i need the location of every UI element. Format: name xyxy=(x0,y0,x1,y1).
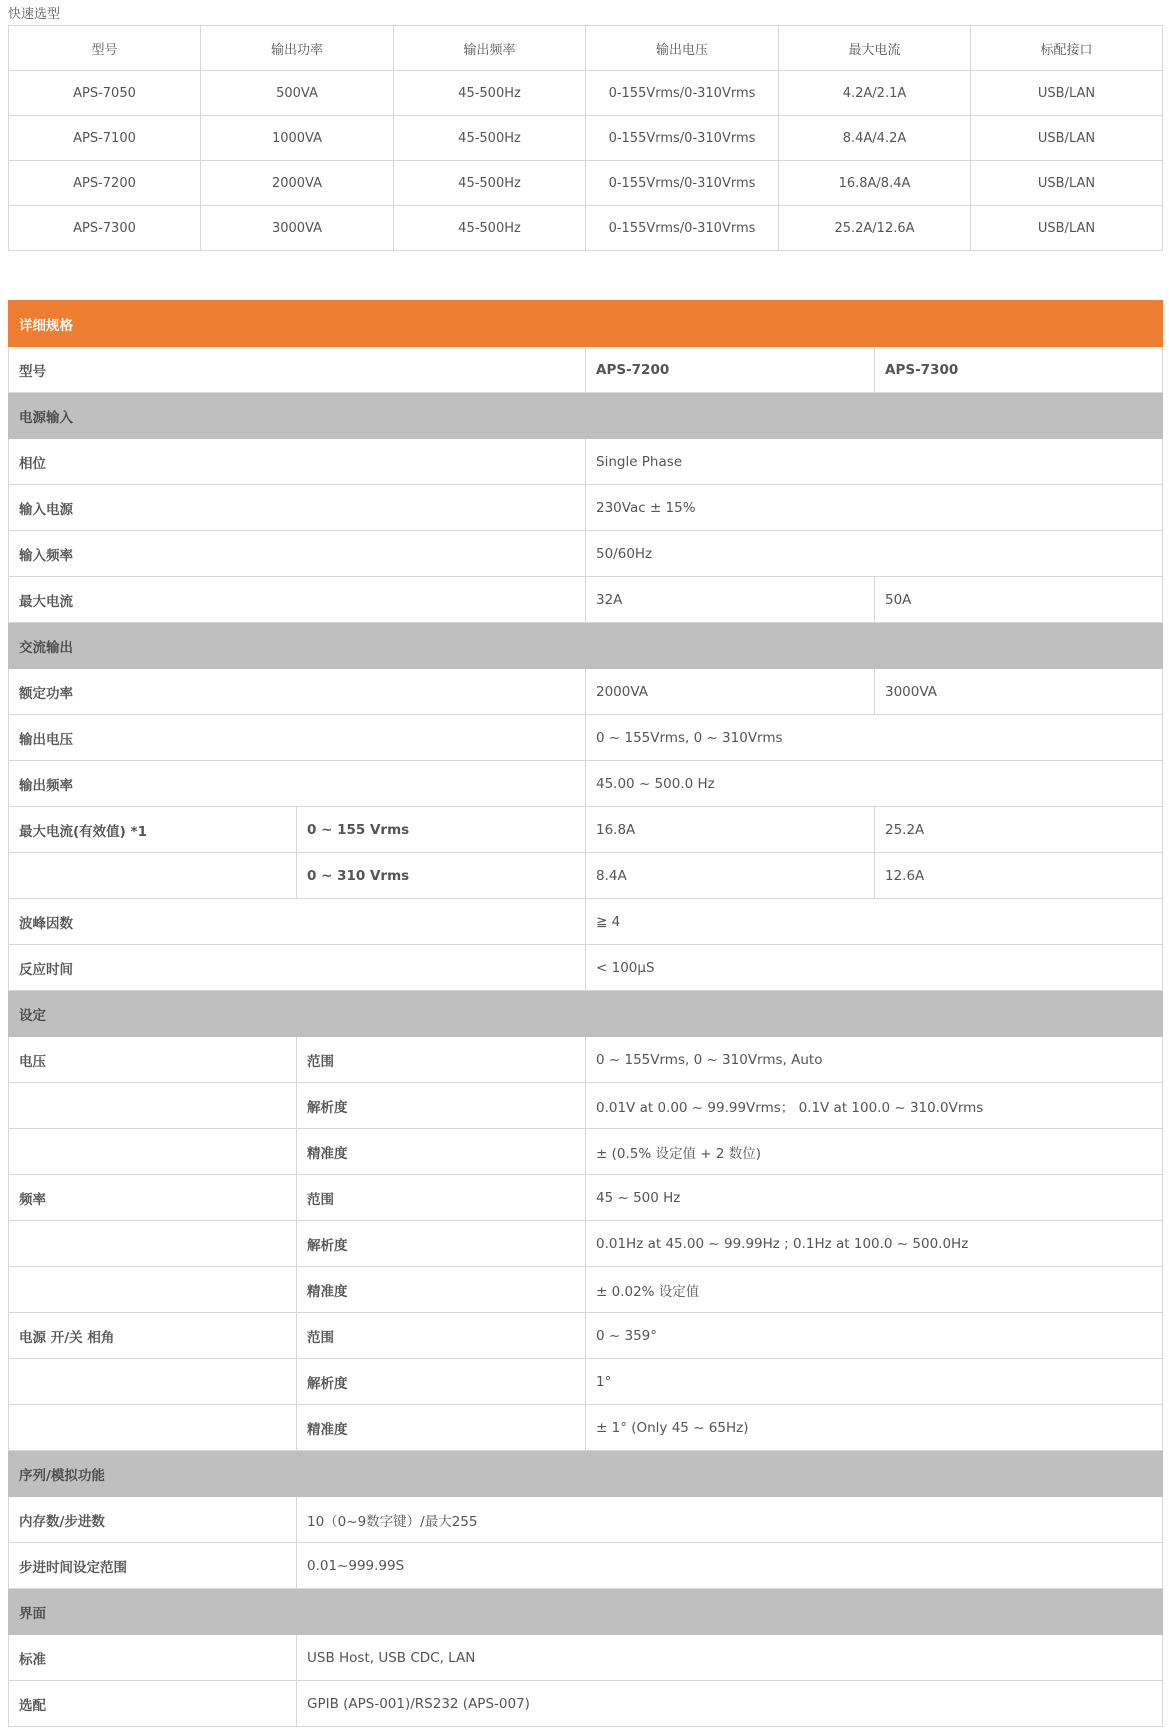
table-row xyxy=(9,531,1163,577)
row-sublabel: 范围 xyxy=(297,1037,586,1083)
row-sublabel: 精准度 xyxy=(297,1405,586,1451)
row-label: 选配 xyxy=(9,1681,297,1727)
table-cell: USB/LAN xyxy=(971,116,1163,161)
table-cell: 45-500Hz xyxy=(394,71,586,116)
settings-header: 设定 xyxy=(9,991,1163,1037)
row-label: 频率 xyxy=(9,1175,297,1221)
column-header: 型号 xyxy=(9,26,201,71)
row-value: 1° xyxy=(586,1359,1163,1405)
table-cell: 3000VA xyxy=(201,206,394,251)
table-row xyxy=(9,1175,1163,1221)
model-a: APS-7200 xyxy=(586,347,875,393)
row-value: ≧ 4 xyxy=(586,899,1163,945)
column-header: 输出功率 xyxy=(201,26,394,71)
row-value: ± (0.5% 设定值 + 2 数位) xyxy=(586,1129,1163,1175)
table-row xyxy=(9,899,1163,945)
row-value: 45.00 ~ 500.0 Hz xyxy=(586,761,1163,807)
row-value: 3000VA xyxy=(875,669,1163,715)
table-row xyxy=(9,1497,1163,1543)
empty-cell xyxy=(9,1359,297,1405)
table-cell: USB/LAN xyxy=(971,71,1163,116)
table-cell: 4.2A/2.1A xyxy=(779,71,971,116)
row-value: 8.4A xyxy=(586,853,875,899)
row-label: 输入频率 xyxy=(9,531,586,577)
row-value: ± 1° (Only 45 ~ 65Hz) xyxy=(586,1405,1163,1451)
empty-cell xyxy=(9,853,297,899)
row-value: 0.01~999.99S xyxy=(297,1543,1163,1589)
row-label: 标准 xyxy=(9,1635,297,1681)
row-sublabel: 解析度 xyxy=(297,1221,586,1267)
section-header xyxy=(9,623,1163,669)
row-sublabel: 精准度 xyxy=(297,1129,586,1175)
table-row xyxy=(9,1313,1163,1359)
table-cell: 45-500Hz xyxy=(394,116,586,161)
row-value: 25.2A xyxy=(875,807,1163,853)
row-value: 2000VA xyxy=(586,669,875,715)
row-label: 额定功率 xyxy=(9,669,586,715)
quick-selection-title: 快速选型 xyxy=(8,7,61,22)
table-row xyxy=(9,1221,1163,1267)
row-label: 步进时间设定范围 xyxy=(9,1543,297,1589)
spec-title: 详细规格 xyxy=(9,301,1163,347)
row-sublabel: 0 ~ 310 Vrms xyxy=(297,853,586,899)
row-label: 输出频率 xyxy=(9,761,586,807)
empty-cell xyxy=(9,1129,297,1175)
row-sublabel: 解析度 xyxy=(297,1359,586,1405)
table-row xyxy=(9,1681,1163,1727)
model-b: APS-7300 xyxy=(875,347,1163,393)
table-cell: 1000VA xyxy=(201,116,394,161)
table-cell: APS-7300 xyxy=(9,206,201,251)
table-cell: 0-155Vrms/0-310Vrms xyxy=(586,116,779,161)
row-label: 电源 开/关 相角 xyxy=(9,1313,297,1359)
row-label: 相位 xyxy=(9,439,586,485)
table-row xyxy=(9,853,1163,899)
interface-header: 界面 xyxy=(9,1589,1163,1635)
row-label: 最大电流 xyxy=(9,577,586,623)
row-label: 输出电压 xyxy=(9,715,586,761)
column-header: 输出频率 xyxy=(394,26,586,71)
row-value: 32A xyxy=(586,577,875,623)
table-cell: 8.4A/4.2A xyxy=(779,116,971,161)
table-row xyxy=(9,1405,1163,1451)
ac-output-header: 交流输出 xyxy=(9,623,1163,669)
table-cell: APS-7100 xyxy=(9,116,201,161)
table-row xyxy=(9,1635,1163,1681)
row-label: 输入电源 xyxy=(9,485,586,531)
model-row xyxy=(9,347,1163,393)
row-value: < 100μS xyxy=(586,945,1163,991)
empty-cell xyxy=(9,1221,297,1267)
table-row xyxy=(9,669,1163,715)
row-value: 0 ~ 359° xyxy=(586,1313,1163,1359)
empty-cell xyxy=(9,1267,297,1313)
row-label: 反应时间 xyxy=(9,945,586,991)
table-row xyxy=(9,161,1163,206)
model-label: 型号 xyxy=(9,347,586,393)
section-header xyxy=(9,991,1163,1037)
row-value: 0 ~ 155Vrms, 0 ~ 310Vrms, Auto xyxy=(586,1037,1163,1083)
row-sublabel: 范围 xyxy=(297,1313,586,1359)
row-value: Single Phase xyxy=(586,439,1163,485)
row-value: 45 ~ 500 Hz xyxy=(586,1175,1163,1221)
row-label: 电压 xyxy=(9,1037,297,1083)
row-label: 最大电流(有效值) *1 xyxy=(9,807,297,853)
row-value: ± 0.02% 设定值 xyxy=(586,1267,1163,1313)
row-value: 10（0~9数字键）/最大255 xyxy=(297,1497,1163,1543)
table-cell: 500VA xyxy=(201,71,394,116)
row-value: 12.6A xyxy=(875,853,1163,899)
table-row xyxy=(9,116,1163,161)
page xyxy=(8,6,1162,1714)
section-header xyxy=(9,1451,1163,1497)
section-header xyxy=(9,1589,1163,1635)
row-sublabel: 精准度 xyxy=(297,1267,586,1313)
row-sublabel: 范围 xyxy=(297,1175,586,1221)
empty-cell xyxy=(9,1405,297,1451)
table-row xyxy=(9,761,1163,807)
row-value: 0 ~ 155Vrms, 0 ~ 310Vrms xyxy=(586,715,1163,761)
table-cell: 0-155Vrms/0-310Vrms xyxy=(586,161,779,206)
row-label: 内存数/步进数 xyxy=(9,1497,297,1543)
column-header: 输出电压 xyxy=(586,26,779,71)
row-value: 50A xyxy=(875,577,1163,623)
table-cell: 16.8A/8.4A xyxy=(779,161,971,206)
section-header xyxy=(9,393,1163,439)
table-cell: USB/LAN xyxy=(971,206,1163,251)
table-row xyxy=(9,1129,1163,1175)
table-row xyxy=(9,1083,1163,1129)
row-value: 16.8A xyxy=(586,807,875,853)
column-header: 标配接口 xyxy=(971,26,1163,71)
row-label: 波峰因数 xyxy=(9,899,586,945)
table-row xyxy=(9,577,1163,623)
row-sublabel: 0 ~ 155 Vrms xyxy=(297,807,586,853)
row-value: 0.01V at 0.00 ~ 99.99Vrms； 0.1V at 100.0 ~ 310.0Vrms xyxy=(586,1083,1163,1129)
table-row xyxy=(9,1037,1163,1083)
table-row xyxy=(9,807,1163,853)
table-cell: 45-500Hz xyxy=(394,161,586,206)
table-cell: 2000VA xyxy=(201,161,394,206)
empty-cell xyxy=(9,1083,297,1129)
table-header-row xyxy=(9,26,1163,71)
table-cell: APS-7050 xyxy=(9,71,201,116)
table-cell: 0-155Vrms/0-310Vrms xyxy=(586,71,779,116)
table-row xyxy=(9,71,1163,116)
table-row xyxy=(9,1359,1163,1405)
table-row xyxy=(9,1543,1163,1589)
row-value: GPIB (APS-001)/RS232 (APS-007) xyxy=(297,1681,1163,1727)
power-input-header: 电源输入 xyxy=(9,393,1163,439)
quick-selection-table xyxy=(8,25,1163,251)
table-cell: 25.2A/12.6A xyxy=(779,206,971,251)
table-row xyxy=(9,485,1163,531)
detailed-spec-table xyxy=(8,300,1163,1727)
spec-title-row xyxy=(9,301,1163,347)
row-sublabel: 解析度 xyxy=(297,1083,586,1129)
table-cell: 45-500Hz xyxy=(394,206,586,251)
table-row xyxy=(9,206,1163,251)
row-value: 50/60Hz xyxy=(586,531,1163,577)
table-cell: APS-7200 xyxy=(9,161,201,206)
table-row xyxy=(9,945,1163,991)
table-row xyxy=(9,439,1163,485)
table-cell: USB/LAN xyxy=(971,161,1163,206)
sequence-header: 序列/模拟功能 xyxy=(9,1451,1163,1497)
table-cell: 0-155Vrms/0-310Vrms xyxy=(586,206,779,251)
row-value: 0.01Hz at 45.00 ~ 99.99Hz ; 0.1Hz at 100.0 ~ 500.0Hz xyxy=(586,1221,1163,1267)
table-row xyxy=(9,1267,1163,1313)
table-row xyxy=(9,715,1163,761)
column-header: 最大电流 xyxy=(779,26,971,71)
row-value: USB Host, USB CDC, LAN xyxy=(297,1635,1163,1681)
row-value: 230Vac ± 15% xyxy=(586,485,1163,531)
